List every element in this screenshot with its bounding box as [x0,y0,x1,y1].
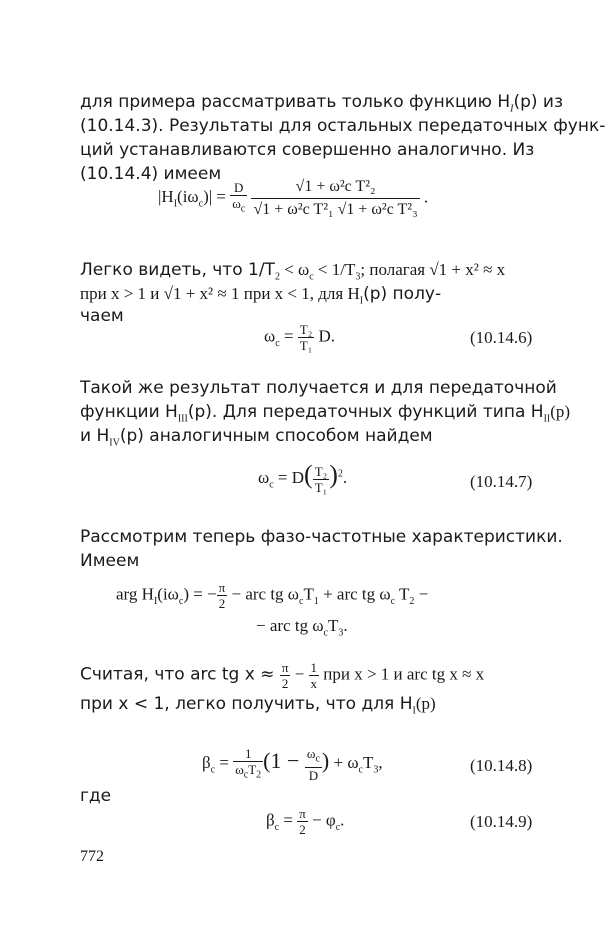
equation-number-6: (10.14.6) [470,328,533,347]
para5-line2: при x < 1, легко получить, что для $H_I(p)$ [80,694,436,717]
equation-magnitude: $|H_I(i\omega_c)|$ = $\frac{D}{\omega_c}$ $\frac{\text{√1 + ω²c T²₂}}{\text{√1 + ω²c T²₁ √1 + ω²c T²₃}}$ . [158,176,428,221]
para4-line2: Имеем [80,551,140,571]
para2-line1: Легко видеть, что $1/T_2 < \omega_c < 1/T_3$; полагая √1 + x² ≈ x [80,260,506,283]
page-number: 772 [80,848,104,865]
para3-line2: функции $H_{III}(p)$. Для передаточных функций типа $H_{II}(p)$ [80,402,571,425]
para1-line1: для примера рассматривать только функцию $H_I(p)$ из [80,92,564,115]
fraction-d-over-omega: $\frac{D}{\omega_c}$ [232,180,246,215]
para3-line1: Такой же результат получается и для передаточной [80,378,557,398]
equation-number-7: (10.14.7) [470,472,533,491]
para4-line1: Рассмотрим теперь фазо-частотные характеристики. [80,527,563,547]
equation-10-14-6: $\omega_c$ = $\frac{\text{T₂}}{\text{T₁}}$ D. [264,322,336,353]
para1-line2: (10.14.3). Результаты для остальных передаточных функ- [80,116,606,136]
para2-line3: чаем [80,306,124,326]
para2-line2: при x > 1 и √1 + x² ≈ 1 при x < 1, для $H_I(p)$ полу- [80,284,442,307]
para1-line4: (10.14.4) имеем [80,164,222,184]
equation-number-9: (10.14.9) [470,812,533,831]
equation-10-14-8: $\beta_c$ = $\frac{1}{\omega_cT_2}$ (1 − $\frac{\omega_c}{D}$ ) + $\omega_cT_3$, [202,746,383,783]
equation-arg-line1: arg $H_I(i\omega_c)$ = − $\frac{\pi}{2}$ − arc tg $\omega_cT_1$ + arc tg $\omega_c$ $T_2$ − [116,580,429,611]
para3-line3: и $H_{IV}(p)$ аналогичным способом найдем [80,426,433,449]
word-gde: где [80,786,112,806]
para5-line1: Считая, что arc tg x ≈ $\frac{\pi}{2}$ − $\frac{1}{x}$ при x > 1 и arc tg x ≈ x [80,660,485,691]
fraction-sqrt: $\frac{\text{√1 + ω²c T²₂}}{\text{√1 + ω²c T²₁ √1 + ω²c T²₃}}$ [253,178,418,218]
equation-10-14-7: $\omega_c = D$( $\frac{\text{T₂}}{\text{T₁}}$ )$^2$. [258,460,348,495]
para1-line3: ций устанавливаются совершенно аналогично. Из [80,140,535,160]
equation-arg-line2: − arc tg $\omega_cT_3$. [256,616,348,639]
equation-10-14-9: $\beta_c$ = $\frac{\pi}{2}$ − $\varphi_c$. [266,806,345,837]
equation-number-8: (10.14.8) [470,756,533,775]
